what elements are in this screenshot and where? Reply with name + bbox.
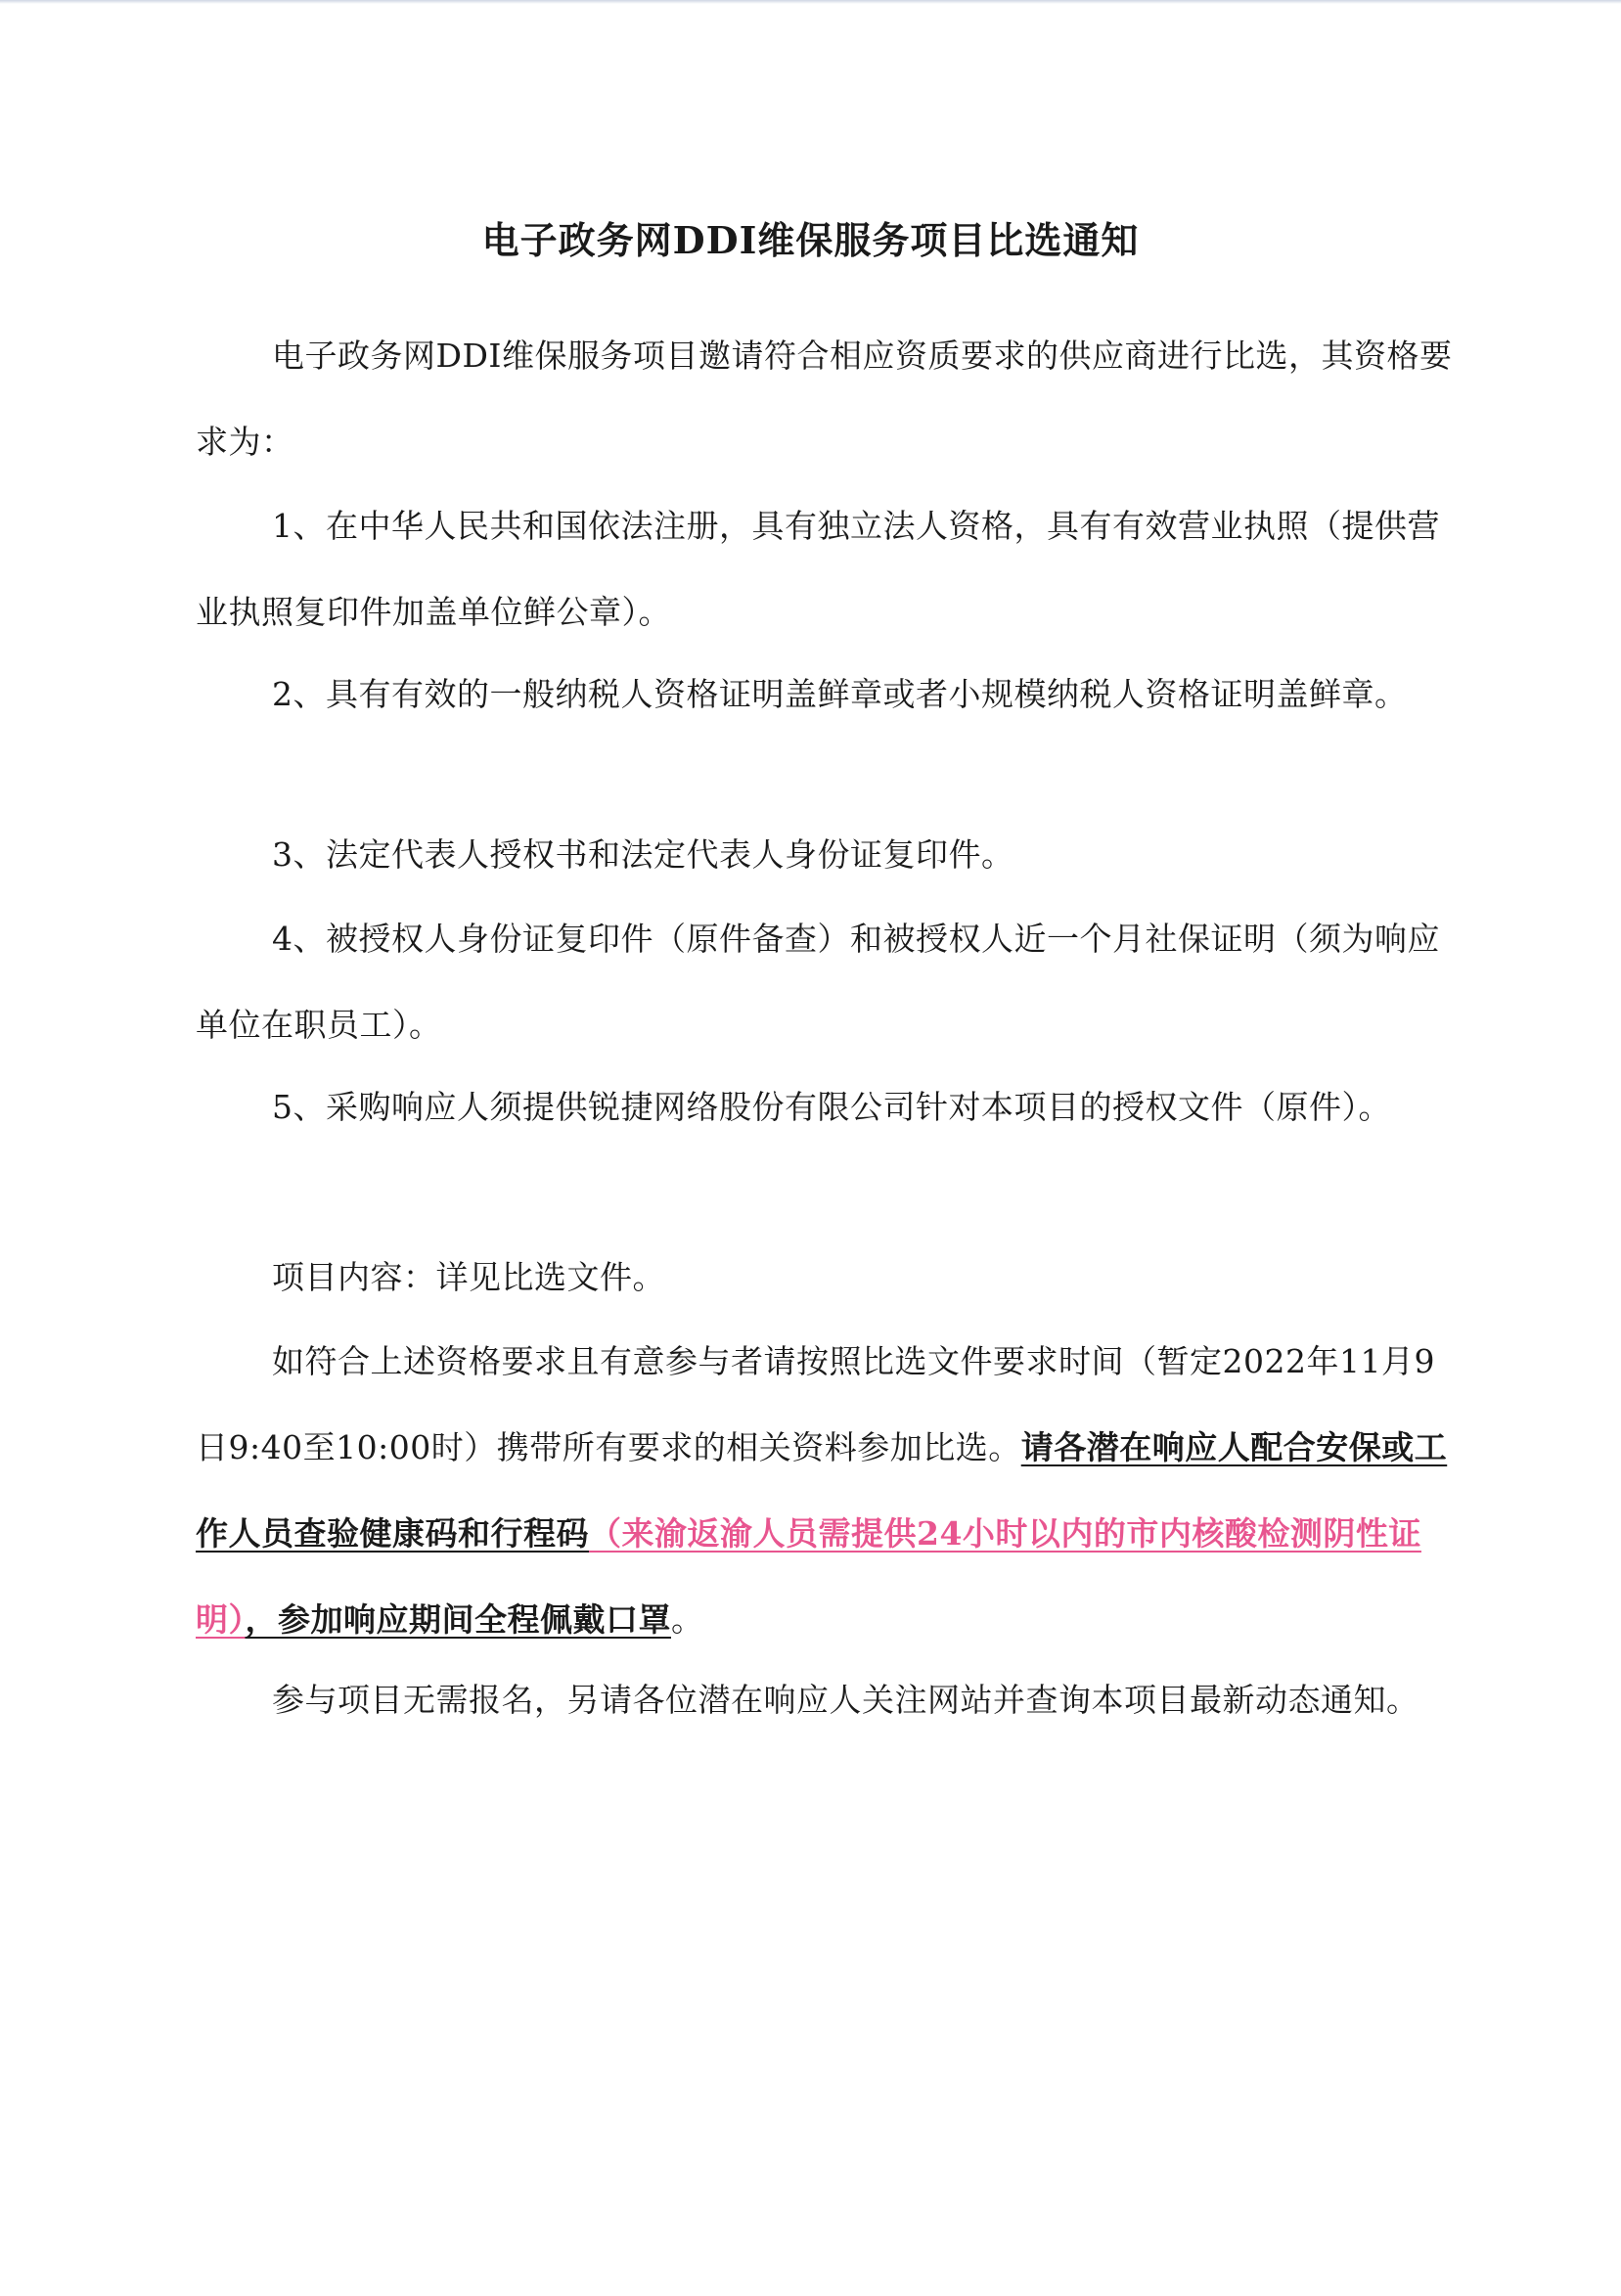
attendance-paragraph: [196, 1319, 1467, 1663]
attendance-emphasis-pink: （来渝返渝人员需提供24小时以内的市内核酸检测阴性证明）: [196, 1514, 1421, 1639]
requirement-1: 1、在中华人民共和国依法注册，具有独立法人资格，具有有效营业执照（提供营业执照复印件加盖单位鲜公章）。: [196, 507, 1440, 631]
attendance-end: 。: [671, 1600, 704, 1639]
intro-paragraph: 电子政务网DDI维保服务项目邀请符合相应资质要求的供应商进行比选，其资格要求为：: [196, 337, 1453, 461]
requirement-4: 4、被授权人身份证复印件（原件备查）和被授权人近一个月社保证明（须为响应单位在职员工）。: [196, 920, 1440, 1044]
requirement-5: 5、采购响应人须提供锐捷网络股份有限公司针对本项目的授权文件（原件）。: [272, 1088, 1391, 1126]
attendance-normal: 如符合上述资格要求且有意参与者请按照比选文件要求时间（暂定2022年11月9日9:40至10:00时）携带所有要求的相关资料参加比选。: [196, 1342, 1435, 1466]
project-content: 项目内容：详见比选文件。: [272, 1258, 665, 1296]
attendance-emphasis-1: 请各潜在响应人配合安保或工作人员查验健康码和行程码: [196, 1428, 1448, 1553]
requirement-3: 3、法定代表人授权书和法定代表人身份证复印件。: [272, 835, 1014, 874]
requirement-2: 2、具有有效的一般纳税人资格证明盖鲜章或者小规模纳税人资格证明盖鲜章。: [272, 675, 1408, 713]
attendance-emphasis-2: ，参加响应期间全程佩戴口罩: [245, 1600, 671, 1639]
document-title: 电子政务网DDI维保服务项目比选通知: [481, 218, 1140, 262]
scan-top-edge: [0, 0, 1621, 4]
closing-note: 参与项目无需报名，另请各位潜在响应人关注网站并查询本项目最新动态通知。: [272, 1681, 1419, 1719]
